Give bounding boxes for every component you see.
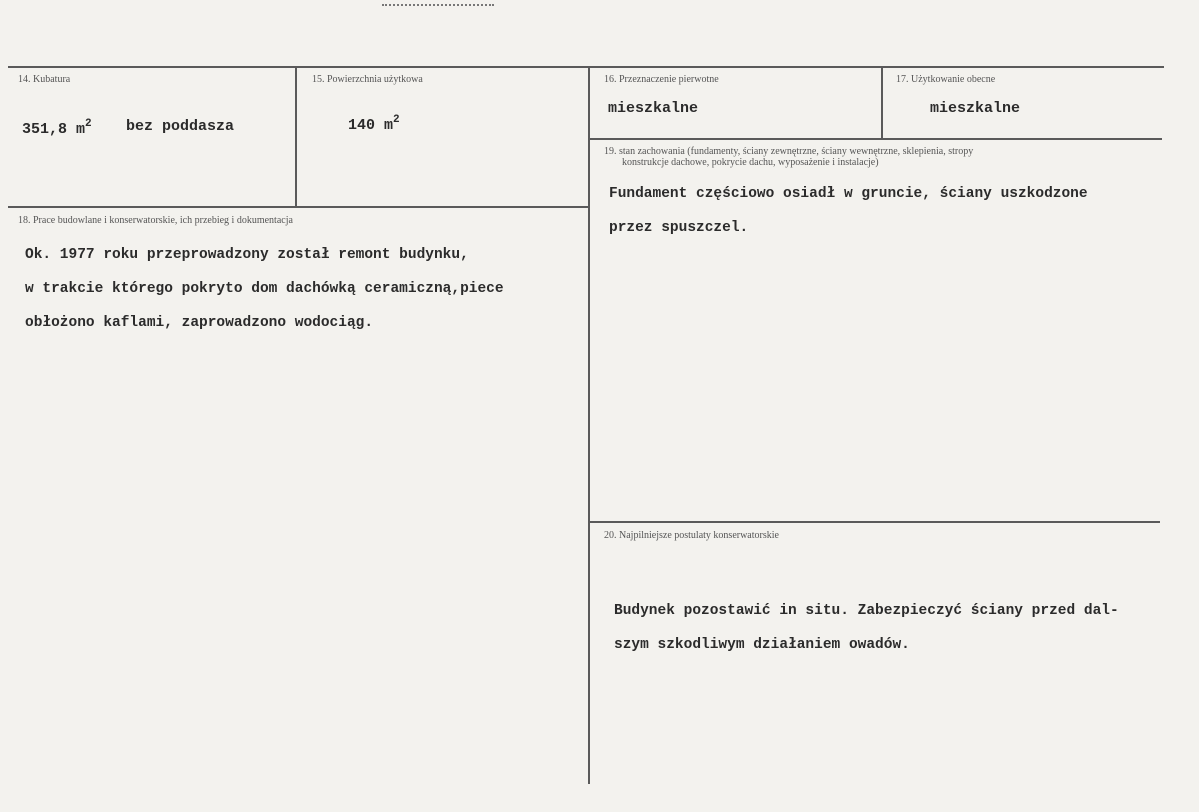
field-19-line: Fundament częściowo osiadł w gruncie, ściany uszkodzone: [609, 186, 1088, 202]
field-20-label: 20. Najpilniejsze postulaty konserwatorskie: [604, 530, 779, 541]
field-18-line: w trakcie którego pokryto dom dachówką ceramiczną,piece: [25, 281, 504, 297]
field-19-text: [609, 177, 1088, 245]
rule-v-16-17: [881, 66, 883, 138]
rule-h-right-top: [590, 138, 1162, 140]
rule-h-left: [8, 206, 588, 208]
field-19-label-line2: konstrukcje dachowe, pokrycie dachu, wyposażenie i instalacje): [622, 157, 879, 168]
field-20-line: Budynek pozostawić in situ. Zabezpieczyć ściany przed dal-: [614, 603, 1119, 619]
field-15-unit-exponent: 2: [393, 114, 400, 126]
field-18-label: 18. Prace budowlane i konserwatorskie, ich przebieg i dokumentacja: [18, 215, 293, 226]
field-16-label: 16. Przeznaczenie pierwotne: [604, 74, 719, 85]
field-19-line: przez spuszczel.: [609, 220, 749, 236]
field-14-label: 14. Kubatura: [18, 74, 71, 85]
field-18-line: obłożono kaflami, zaprowadzono wodociąg.: [25, 315, 374, 331]
field-15-label: 15. Powierzchnia użytkowa: [312, 74, 423, 85]
rule-top: [8, 66, 1164, 68]
field-20-line: szym szkodliwym działaniem owadów.: [614, 637, 910, 653]
rule-v-center: [588, 66, 590, 784]
top-edge-mark: [382, 0, 494, 6]
field-16-value: mieszkalne: [608, 100, 699, 117]
field-18-text: [25, 238, 504, 340]
rule-v-14-15: [295, 66, 297, 206]
field-17-label: 17. Użytkowanie obecne: [896, 74, 996, 85]
field-14-note: bez poddasza: [126, 118, 235, 135]
field-19-label-line1: 19. stan zachowania (fundamenty, ściany zewnętrzne, ściany wewnętrzne, sklepienia, stropy: [604, 146, 974, 157]
field-14-unit-exponent: 2: [85, 118, 92, 130]
field-17-value: mieszkalne: [930, 100, 1021, 117]
rule-h-right-mid: [590, 521, 1160, 523]
field-18-line: Ok. 1977 roku przeprowadzony został remont budynku,: [25, 247, 469, 263]
field-15-value: 140 $m^2$: [348, 114, 400, 134]
field-20-text: [614, 594, 1119, 662]
field-14-value: 351,8 $m^2$: [22, 118, 92, 138]
